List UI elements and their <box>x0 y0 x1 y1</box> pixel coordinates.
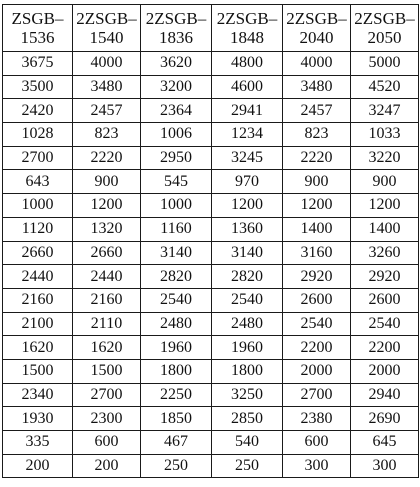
column-header-number: 2050 <box>367 28 402 47</box>
column-header <box>141 5 212 52</box>
column-header-prefix: 2ZSGB– <box>76 9 137 28</box>
table-row <box>3 52 419 76</box>
table-cell: 2300 <box>73 407 141 431</box>
table-cell: 1200 <box>212 194 283 218</box>
table-cell: 2200 <box>283 336 351 360</box>
table-cell: 4600 <box>212 75 283 99</box>
table-cell: 600 <box>73 431 141 455</box>
table-cell: 2850 <box>212 407 283 431</box>
table-cell: 1620 <box>3 336 73 360</box>
table-cell: 2540 <box>141 288 212 312</box>
table-cell: 1930 <box>3 407 73 431</box>
table-cell: 1200 <box>73 194 141 218</box>
table-cell: 2950 <box>141 146 212 170</box>
column-header-prefix: 2ZSGB– <box>145 9 207 28</box>
column-header <box>3 5 73 52</box>
table-cell: 1028 <box>3 123 73 147</box>
table-cell: 1960 <box>141 336 212 360</box>
table-row <box>3 170 419 194</box>
table-cell: 467 <box>141 431 212 455</box>
table-row <box>3 383 419 407</box>
table-cell: 1200 <box>351 194 419 218</box>
table-cell: 1000 <box>141 194 212 218</box>
table-cell: 900 <box>283 170 351 194</box>
table-cell: 1033 <box>351 123 419 147</box>
table-cell: 540 <box>212 431 283 455</box>
table-cell: 2820 <box>212 265 283 289</box>
table-cell: 2420 <box>3 99 73 123</box>
table-cell: 1234 <box>212 123 283 147</box>
table-cell: 2160 <box>3 288 73 312</box>
table-row <box>3 123 419 147</box>
table-cell: 2440 <box>3 265 73 289</box>
table-cell: 2100 <box>3 312 73 336</box>
table-cell: 5000 <box>351 52 419 76</box>
table-row <box>3 75 419 99</box>
table-cell: 2920 <box>283 265 351 289</box>
table-cell: 2940 <box>351 383 419 407</box>
table-cell: 2457 <box>283 99 351 123</box>
table-cell: 823 <box>73 123 141 147</box>
table-cell: 2480 <box>212 312 283 336</box>
column-header-number: 2040 <box>299 28 334 47</box>
table-cell: 3247 <box>351 99 419 123</box>
table-cell: 1500 <box>73 359 141 383</box>
column-header-prefix: 2ZSGB– <box>354 9 415 28</box>
table-cell: 2480 <box>141 312 212 336</box>
table-cell: 2540 <box>283 312 351 336</box>
table-cell: 2540 <box>351 312 419 336</box>
table-cell: 2380 <box>283 407 351 431</box>
table-cell: 643 <box>3 170 73 194</box>
table-row <box>3 217 419 241</box>
table-row <box>3 431 419 455</box>
column-header <box>73 5 141 52</box>
column-header-number: 1540 <box>89 28 124 47</box>
table-cell: 2250 <box>141 383 212 407</box>
table-cell: 2600 <box>351 288 419 312</box>
column-header <box>351 5 419 52</box>
table-cell: 2660 <box>73 241 141 265</box>
column-header <box>212 5 283 52</box>
table-cell: 4520 <box>351 75 419 99</box>
table-row <box>3 359 419 383</box>
table-cell: 2220 <box>283 146 351 170</box>
table-cell: 1120 <box>3 217 73 241</box>
table-row <box>3 288 419 312</box>
table-cell: 3500 <box>3 75 73 99</box>
table-cell: 3620 <box>141 52 212 76</box>
table-cell: 2110 <box>73 312 141 336</box>
table-cell: 2920 <box>351 265 419 289</box>
table-cell: 2660 <box>3 241 73 265</box>
table-cell: 300 <box>351 454 419 478</box>
column-header-number: 1536 <box>20 28 55 47</box>
table-cell: 3140 <box>212 241 283 265</box>
table-cell: 2600 <box>283 288 351 312</box>
column-header-number: 1836 <box>159 28 193 47</box>
table-cell: 2340 <box>3 383 73 407</box>
table-cell: 2160 <box>73 288 141 312</box>
table-cell: 2700 <box>283 383 351 407</box>
table-cell: 3140 <box>141 241 212 265</box>
table-cell: 2941 <box>212 99 283 123</box>
table-row <box>3 99 419 123</box>
table-cell: 1200 <box>283 194 351 218</box>
table-cell: 335 <box>3 431 73 455</box>
table-cell: 2200 <box>351 336 419 360</box>
table-cell: 1360 <box>212 217 283 241</box>
table-row <box>3 407 419 431</box>
table-row <box>3 241 419 265</box>
table-cell: 2440 <box>73 265 141 289</box>
table-cell: 823 <box>283 123 351 147</box>
table-cell: 1320 <box>73 217 141 241</box>
table-cell: 1500 <box>3 359 73 383</box>
spec-table <box>2 4 419 478</box>
table-cell: 3160 <box>283 241 351 265</box>
table-cell: 2364 <box>141 99 212 123</box>
table-cell: 3250 <box>212 383 283 407</box>
table-cell: 250 <box>141 454 212 478</box>
header-row <box>3 5 419 52</box>
table-cell: 1960 <box>212 336 283 360</box>
table-cell: 1800 <box>141 359 212 383</box>
table-cell: 2457 <box>73 99 141 123</box>
table-cell: 2820 <box>141 265 212 289</box>
table-row <box>3 265 419 289</box>
table-row <box>3 194 419 218</box>
table-row <box>3 146 419 170</box>
table-cell: 2690 <box>351 407 419 431</box>
table-cell: 900 <box>351 170 419 194</box>
column-header-prefix: 2ZSGB– <box>286 9 347 28</box>
table-cell: 3675 <box>3 52 73 76</box>
table-cell: 200 <box>3 454 73 478</box>
table-row <box>3 454 419 478</box>
table-cell: 4800 <box>212 52 283 76</box>
table-cell: 1620 <box>73 336 141 360</box>
table-cell: 2000 <box>283 359 351 383</box>
table-cell: 1400 <box>351 217 419 241</box>
table-cell: 1400 <box>283 217 351 241</box>
table-cell: 2700 <box>3 146 73 170</box>
table-cell: 3200 <box>141 75 212 99</box>
column-header-prefix: 2ZSGB– <box>216 9 278 28</box>
table-cell: 2540 <box>212 288 283 312</box>
column-header <box>283 5 351 52</box>
table-cell: 600 <box>283 431 351 455</box>
column-header-number: 1848 <box>230 28 264 47</box>
table-cell: 3245 <box>212 146 283 170</box>
table-cell: 250 <box>212 454 283 478</box>
table-cell: 1800 <box>212 359 283 383</box>
table-cell: 1850 <box>141 407 212 431</box>
table-cell: 4000 <box>283 52 351 76</box>
table-cell: 3480 <box>283 75 351 99</box>
table-cell: 645 <box>351 431 419 455</box>
table-row <box>3 336 419 360</box>
column-header-prefix: ZSGB– <box>11 9 64 28</box>
table-cell: 300 <box>283 454 351 478</box>
table-cell: 1000 <box>3 194 73 218</box>
table-cell: 2220 <box>73 146 141 170</box>
table-cell: 3220 <box>351 146 419 170</box>
table-cell: 900 <box>73 170 141 194</box>
table-cell: 970 <box>212 170 283 194</box>
table-cell: 2000 <box>351 359 419 383</box>
table-cell: 4000 <box>73 52 141 76</box>
table-cell: 1006 <box>141 123 212 147</box>
table-cell: 3480 <box>73 75 141 99</box>
table-cell: 1160 <box>141 217 212 241</box>
table-header <box>3 5 419 52</box>
table-cell: 545 <box>141 170 212 194</box>
table-body <box>3 52 419 478</box>
table-cell: 2700 <box>73 383 141 407</box>
table-cell: 3260 <box>351 241 419 265</box>
table-row <box>3 312 419 336</box>
table-cell: 200 <box>73 454 141 478</box>
